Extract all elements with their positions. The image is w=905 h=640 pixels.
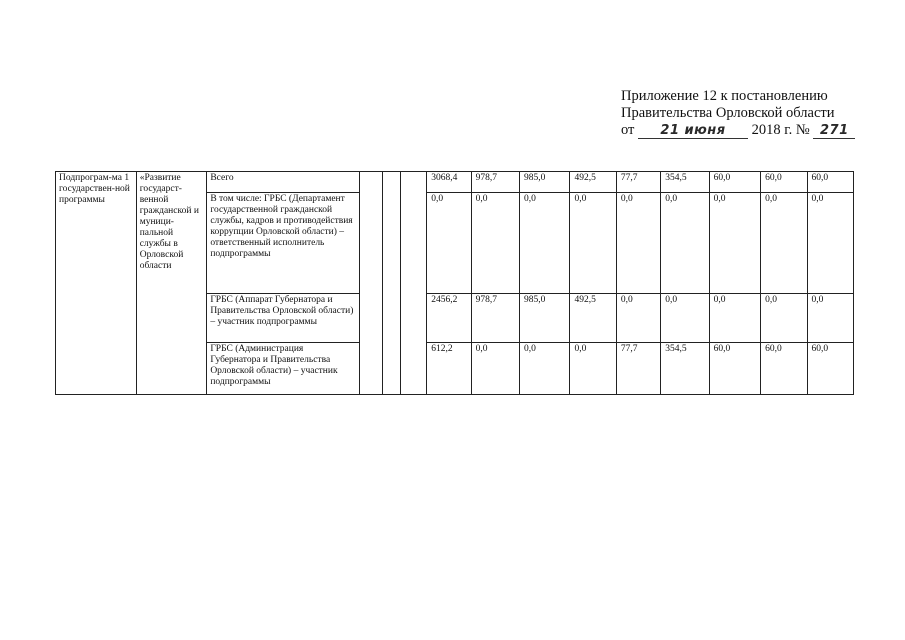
value-cell: 3068,4 xyxy=(427,172,471,193)
empty-cell xyxy=(382,294,400,343)
value-cell: 0,0 xyxy=(709,294,760,343)
subprogram-cell: Подпрограм-ма 1 государствен-ной программы xyxy=(56,172,137,395)
value-cell: 77,7 xyxy=(616,172,660,193)
value-cell: 0,0 xyxy=(661,294,709,343)
value-cell: 0,0 xyxy=(616,294,660,343)
handwritten-number: 271 xyxy=(813,124,855,139)
row-label: ГРБС (Администрация Губернатора и Правительства Орловской области) – участник подпрограммы xyxy=(207,343,359,395)
empty-cell xyxy=(401,343,427,395)
appendix-title: Приложение 12 к постановлению xyxy=(621,88,828,104)
value-cell: 0,0 xyxy=(570,193,616,294)
value-cell: 978,7 xyxy=(471,294,519,343)
value-cell: 0,0 xyxy=(661,193,709,294)
empty-cell xyxy=(359,193,382,294)
table-row xyxy=(56,172,854,193)
value-cell: 0,0 xyxy=(520,193,570,294)
value-cell: 0,0 xyxy=(807,294,854,343)
value-cell: 60,0 xyxy=(709,343,760,395)
empty-cell xyxy=(359,172,382,193)
value-cell: 60,0 xyxy=(761,343,807,395)
empty-cell xyxy=(382,172,400,193)
value-cell: 985,0 xyxy=(520,294,570,343)
value-cell: 492,5 xyxy=(570,172,616,193)
handwritten-date: 21 июня xyxy=(638,124,748,139)
appendix-date-line xyxy=(621,122,881,139)
empty-cell xyxy=(401,294,427,343)
empty-cell xyxy=(382,193,400,294)
value-cell: 0,0 xyxy=(520,343,570,395)
appendix-authority: Правительства Орловской области xyxy=(621,105,835,121)
empty-cell xyxy=(401,172,427,193)
value-cell: 60,0 xyxy=(807,172,854,193)
empty-cell xyxy=(382,343,400,395)
value-cell: 354,5 xyxy=(661,172,709,193)
value-cell: 77,7 xyxy=(616,343,660,395)
row-label: В том числе: ГРБС (Департамент государственной гражданской службы, кадров и противодействия коррупции Орловской области) – ответственный исполнитель подпрограммы xyxy=(207,193,359,294)
value-cell: 0,0 xyxy=(427,193,471,294)
empty-cell xyxy=(359,343,382,395)
empty-cell xyxy=(359,294,382,343)
value-cell: 0,0 xyxy=(570,343,616,395)
value-cell: 0,0 xyxy=(709,193,760,294)
value-cell: 0,0 xyxy=(616,193,660,294)
empty-cell xyxy=(401,193,427,294)
date-year: 2018 г. № xyxy=(751,122,810,138)
value-cell: 60,0 xyxy=(761,172,807,193)
value-cell: 60,0 xyxy=(807,343,854,395)
value-cell: 0,0 xyxy=(807,193,854,294)
row-label: ГРБС (Аппарат Губернатора и Правительства Орловской области) – участник подпрограммы xyxy=(207,294,359,343)
date-prefix: от xyxy=(621,122,635,138)
appendix-header xyxy=(621,88,881,139)
value-cell: 978,7 xyxy=(471,172,519,193)
value-cell: 612,2 xyxy=(427,343,471,395)
budget-table xyxy=(55,171,854,395)
subprogram-name-cell: «Развитие государст-венной гражданской и муници-пальной службы в Орловской области xyxy=(136,172,207,395)
value-cell: 0,0 xyxy=(471,193,519,294)
value-cell: 0,0 xyxy=(761,193,807,294)
value-cell: 985,0 xyxy=(520,172,570,193)
row-label: Всего xyxy=(207,172,359,193)
value-cell: 492,5 xyxy=(570,294,616,343)
value-cell: 354,5 xyxy=(661,343,709,395)
value-cell: 60,0 xyxy=(709,172,760,193)
value-cell: 0,0 xyxy=(471,343,519,395)
value-cell: 2456,2 xyxy=(427,294,471,343)
value-cell: 0,0 xyxy=(761,294,807,343)
